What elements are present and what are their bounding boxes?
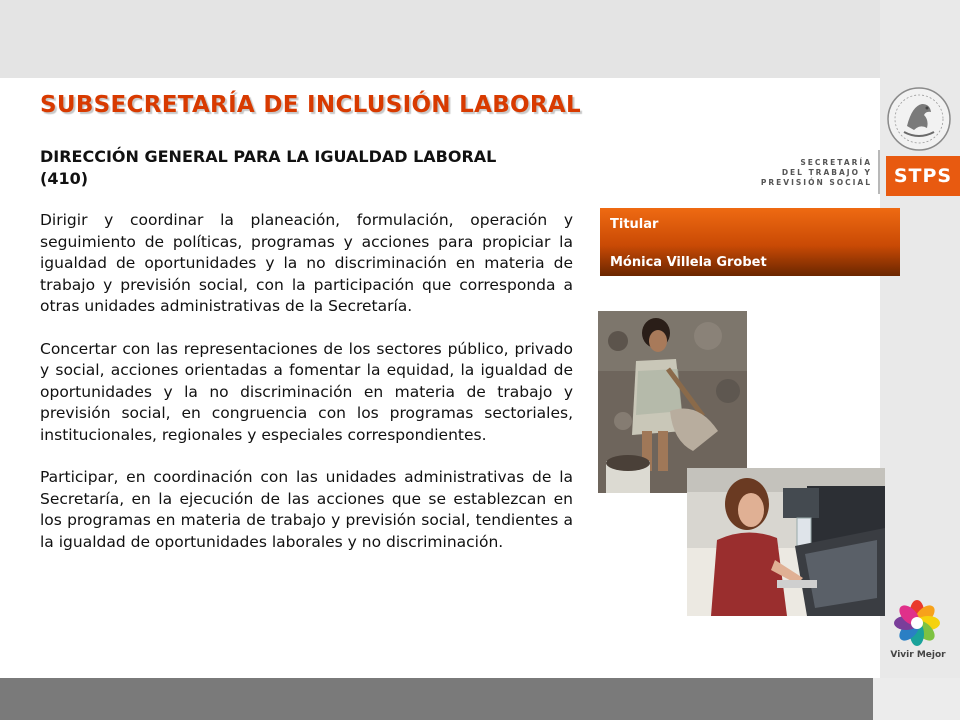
paragraph-3: Participar, en coordinación con las unidades administrativas de la Secretaría, en la ejecución de las acciones que se establezcan en los programas en materia de trabajo y previsión social, tendientes a la igualdad de oportunidades laborales y no discriminación. <box>40 468 573 551</box>
titular-name: Mónica Villela Grobet <box>610 255 767 270</box>
girl-shoveling-photo <box>598 311 747 493</box>
secretaria-label: SECRETARÍA DEL TRABAJO Y PREVISIÓN SOCIAL <box>760 158 872 187</box>
titular-box <box>600 208 900 276</box>
paragraph-2: Concertar con las representaciones de los sectores público, privado y social, acciones orientadas a fomentar la equidad, la igualdad de oportunidades y la no discriminación en materia de trabajo y previsión social, en congruencia con los programas sectoriales, institucionales, regionales y especiales correspondientes. <box>40 339 573 444</box>
vivir-mejor-label: Vivir Mejor <box>890 650 946 660</box>
mexico-crest-icon <box>884 84 954 154</box>
titular-label: Titular <box>610 217 659 232</box>
top-band <box>0 0 880 78</box>
bottom-right-band <box>873 678 960 720</box>
page-title: SUBSECRETARÍA DE INCLUSIÓN LABORAL <box>40 92 581 118</box>
paragraph-1: Dirigir y coordinar la planeación, formulación, operación y seguimiento de políticas, programas y acciones para propiciar la igualdad de oportunidades y la no discriminación en materia de trabajo y previsión social, con la participación que corresponda a otras unidades administrativas de la Secretaría. <box>40 211 573 315</box>
vivir-mejor-flower-icon <box>892 598 942 648</box>
body-text <box>40 210 573 574</box>
woman-computer-photo <box>687 468 885 616</box>
bottom-band <box>0 678 873 720</box>
page-subtitle: DIRECCIÓN GENERAL PARA LA IGUALDAD LABORAL (410) <box>40 147 497 188</box>
logo-divider <box>878 150 880 194</box>
stps-logo: STPS <box>886 156 960 196</box>
